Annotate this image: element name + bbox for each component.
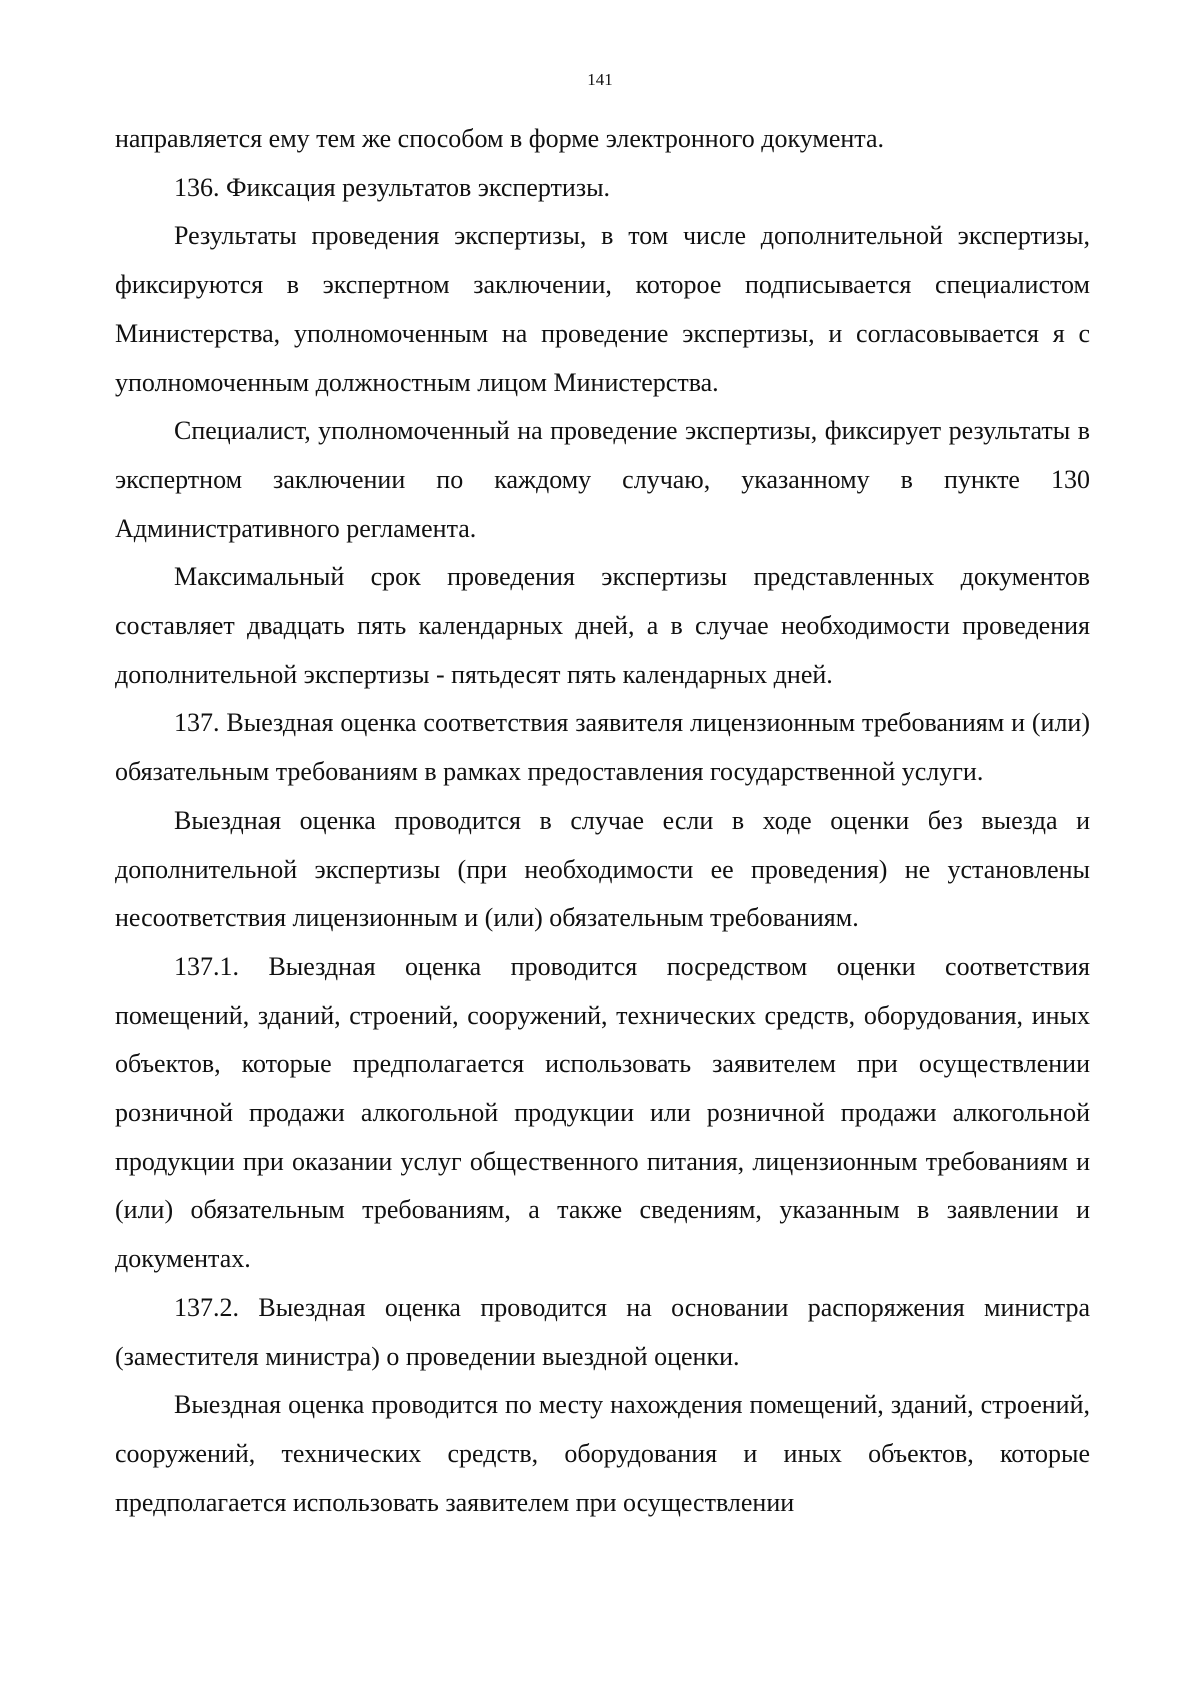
section-137-1: 137.1. Выездная оценка проводится посредством оценки соответствия помещений, зданий, строений, сооружений, технических средств, оборудования, иных объектов, которые предполагается использовать заявителем при осуществлении розничной продажи алкогольной продукции или розничной продажи алкогольной продукции при оказании услуг общественного питания, лицензионным требованиям и (или) обязательным требованиям, а также сведениям, указанным в заявлении и документах. [115,951,1090,1274]
paragraph-max-term: Максимальный срок проведения экспертизы представленных документов составляет двадцать пять календарных дней, а в случае необходимости проведения дополнительной экспертизы - пятьдесят пять календарных дней. [115,562,1090,689]
section-heading-137: 137. Выездная оценка соответствия заявителя лицензионным требованиям и (или) обязательным требованиям в рамках предоставления государственной услуги. [115,708,1090,787]
paragraph-onsite-location: Выездная оценка проводится по месту нахождения помещений, зданий, строений, сооружений, технических средств, оборудования и иных объектов, которые предполагается использовать заявителем при осуществлении [115,1390,1090,1517]
paragraph-onsite-conditions: Выездная оценка проводится в случае если в ходе оценки без выезда и дополнительной экспертизы (при необходимости ее проведения) не установлены несоответствия лицензионным и (или) обязательным требованиям. [115,805,1090,933]
paragraph-expert-results: Результаты проведения экспертизы, в том числе дополнительной экспертизы, фиксируются в экспертном заключении, которое подписывается специалистом Министерства, уполномоченным на проведение экспертизы, и согласовывается я с уполномоченным должностным лицом Министерства. [115,221,1090,397]
page-number: 141 [587,70,613,89]
paragraph-specialist-records: Специалист, уполномоченный на проведение экспертизы, фиксирует результаты в экспертном заключении по каждому случаю, указанному в пункте 130 Административного регламента. [115,416,1090,543]
document-body [115,115,1090,1527]
section-137-2: 137.2. Выездная оценка проводится на основании распоряжения министра (заместителя министра) о проведении выездной оценки. [115,1292,1090,1371]
paragraph-continuation: направляется ему тем же способом в форме электронного документа. [115,124,885,153]
section-heading-136: 136. Фиксация результатов экспертизы. [174,172,611,202]
